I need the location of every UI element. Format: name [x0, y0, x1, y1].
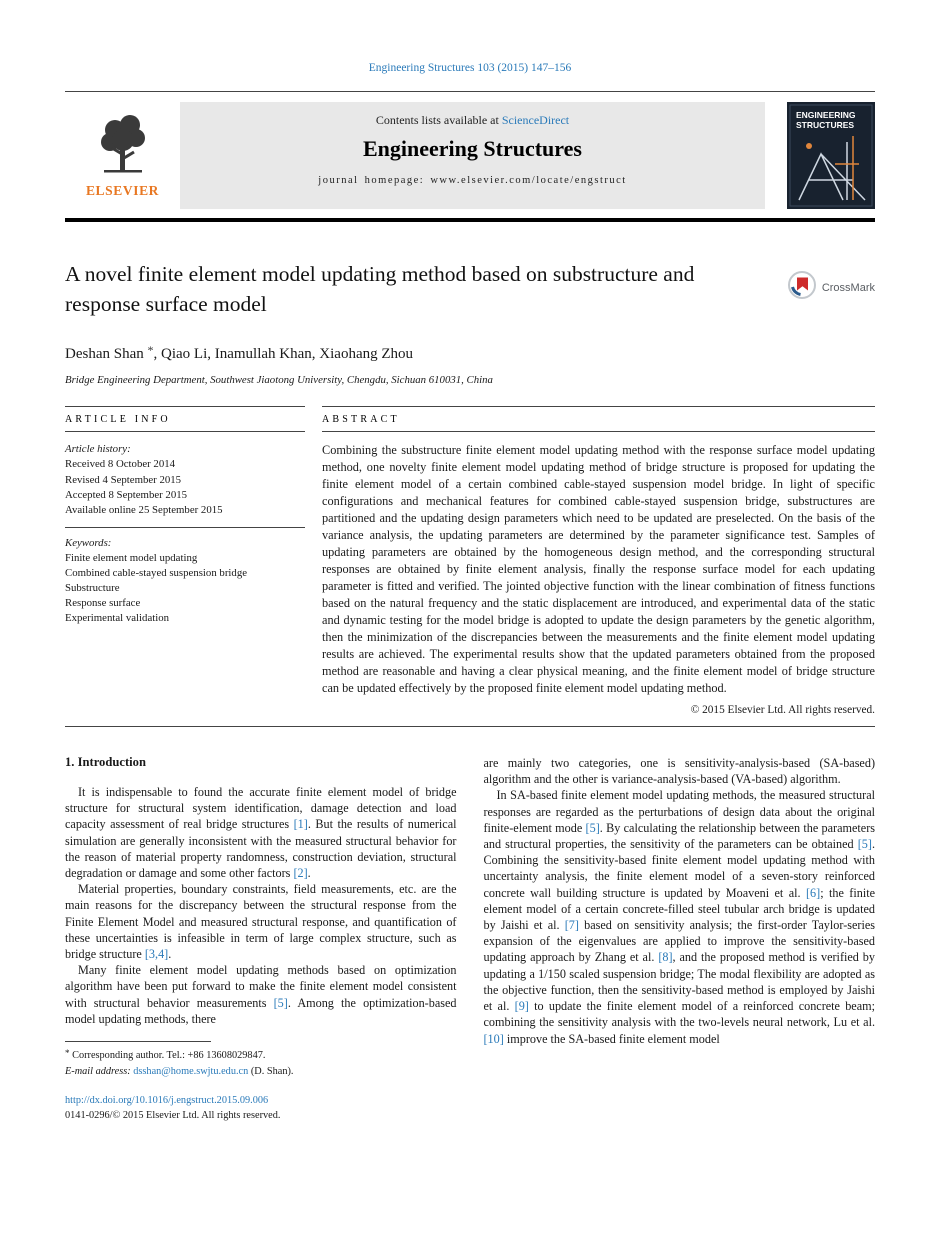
- journal-title: Engineering Structures: [363, 136, 582, 161]
- email-note: [65, 1064, 457, 1079]
- corresponding-author-note: [65, 1047, 457, 1063]
- doi-link[interactable]: http://dx.doi.org/10.1016/j.engstruct.2015.09.006: [65, 1095, 269, 1106]
- keyword-item: Response surface: [65, 597, 141, 610]
- email-suffix: (D. Shan).: [248, 1065, 294, 1077]
- body-right-column: [484, 755, 876, 1079]
- article-info-heading-rule: [65, 431, 305, 432]
- top-divider: [65, 91, 875, 92]
- history-item: Revised 4 September 2015: [65, 473, 182, 486]
- elsevier-logo[interactable]: [65, 102, 180, 209]
- cover-title-line2: STRUCTURES: [796, 120, 855, 130]
- history-item: Available online 25 September 2015: [65, 503, 223, 516]
- section-divider-rule: [65, 726, 875, 727]
- keyword-item: Finite element model updating: [65, 551, 198, 564]
- issn-copyright-line: 0141-0296/© 2015 Elsevier Ltd. All rights reserved.: [65, 1110, 281, 1122]
- keyword-item: Substructure: [65, 582, 120, 595]
- article-title: A novel finite element model updating method based on substructure and response surface model: [65, 262, 695, 316]
- affiliation: Bridge Engineering Department, Southwest Jiaotong University, Chengdu, Sichuan 610031, China: [65, 374, 493, 387]
- copyright-note: © 2015 Elsevier Ltd. All rights reserved.: [690, 703, 875, 716]
- crossmark-label: CrossMark: [821, 281, 875, 294]
- abstract-heading: ABSTRACT: [322, 414, 400, 426]
- sciencedirect-link[interactable]: ScienceDirect: [501, 113, 570, 127]
- abstract-column: [322, 406, 875, 716]
- intro-paragraph: Many finite element model updating methods based on optimization algorithm have been put forward to make the finite element model consistent with structural behavior measurements [5]. Among the optimization-based model updating methods, there: [65, 963, 457, 1026]
- article-info-column: [65, 406, 305, 716]
- keyword-item: Combined cable-stayed suspension bridge: [65, 567, 248, 580]
- keywords-label: Keywords:: [65, 536, 112, 549]
- journal-reference-link[interactable]: Engineering Structures 103 (2015) 147–156: [368, 62, 572, 74]
- history-item: Received 8 October 2014: [65, 458, 176, 471]
- crossmark-icon: [787, 270, 817, 305]
- introduction-heading: 1. Introduction: [65, 754, 146, 769]
- footnote-block: [65, 1041, 457, 1079]
- author-names-rest: , Qiao Li, Inamullah Khan, Xiaohang Zhou: [153, 346, 414, 363]
- contents-lists-text: Contents lists available at: [375, 113, 502, 127]
- email-label: E-mail address:: [65, 1065, 131, 1077]
- header-thick-rule: [65, 218, 875, 222]
- footnote-marker: *: [65, 1048, 70, 1059]
- journal-reference-line: [65, 62, 875, 74]
- elsevier-wordmark: ELSEVIER: [85, 183, 160, 198]
- intro-paragraph: It is indispensable to found the accurate finite element model of bridge structure for structural system identification, damage detection and load capacity assessment of real bridge structures [1]. But the results of numerical simulation are generally inconsistent with the measured structural behavior for the reason of material property randomness, construction deviation, structural degradation or damage and some other factors [2].: [65, 784, 457, 880]
- info-abstract-section: [65, 406, 875, 716]
- journal-cover-thumbnail[interactable]: [787, 102, 875, 209]
- article-footer: [65, 1093, 875, 1124]
- intro-paragraph: In SA-based finite element model updating methods, the measured structural responses are regarded as the perturbations of design data about the original finite-element mode [5]. By calculating the relationship between the parameters and structural properties, the sensitivity of the parameters can be obtained [5]. Combining the sensitivity-based finite element model updating method with uncertainty analysis, the finite element model of a seven-story reinforced concrete wall building structure is updated by Moaveni et al. [6]; the finite element model of a certain concrete-filled steel tubular arch bridge is updated by Jaishi et al. [7] based on sensitivity analysis; the first-order Taylor-series expansion of the eigenvalues are applied to improve the sensitivity-based updating approach by Zhang et al. [8], and the proposed method is verified by updating a 1/150 scaled suspension bridge; The modal flexibility are adopted as the objective function, then the sensitivity-based method is employed by Jaishi et al. [9] to update the finite element model of a reinforced concrete beam; combining the sensitivity analysis with the two-levels neural network, Lu et al. [10] improve the SA-based finite element model: [483, 788, 876, 1046]
- abstract-text: Combining the substructure finite element model updating method with the response surface model updating method, one novelty finite element model updating method of bridge structure is proposed for updating the finite element model of a certain combined cable-stayed suspension model bridge. In light of specific configurations and mechanical features for combined cable-stayed suspension bridge, substructures are partitioned and the updating design parameters which need to be updated are preselected. On the basis of the variance analysis, the updating parameters are determined by the parameter significance test. Samples of updating parameters are obtained by the homogeneous design method, and the corresponding structural responses are obtained by finite element analysis, finally the response surface model for each updating parameter is fitted and verified. The jointed objective function with the linear combination of fitness functions based on the natural frequency and the static displacement are introduced, and experimental data of the static and dynamic testing for the model bridge is adopted to update the design parameters by the genetic algorithm, then the minimization of the discrepancies between the measurements and the finite element model updating results are achieved. The experimental results show that the updated parameters obtained from the proposed method are reasonable and having a clear physical meaning, and the finite element model of bridge structure can be updated effectively by the proposed finite element model updating method.: [322, 443, 875, 695]
- keyword-item: Experimental validation: [65, 612, 170, 625]
- article-info-divider: [65, 527, 305, 528]
- intro-paragraph: Material properties, boundary constraints, field measurements, etc. are the main reasons for the discrepancy between the structural response from the Finite Element Model and measured structural response, and quantification of these uncertainties is infeasible in term of large complex structure, such as bridge structure [3,4].: [65, 882, 457, 962]
- header-center-panel: [180, 102, 765, 209]
- contents-lists-line: [180, 113, 765, 128]
- authors-line: [65, 343, 875, 363]
- body-left-column: [65, 755, 457, 1079]
- cover-title-line1: ENGINEERING: [796, 110, 856, 120]
- abstract-heading-rule: [322, 431, 875, 432]
- elsevier-tree-icon: [92, 112, 154, 181]
- journal-homepage-link[interactable]: journal homepage: www.elsevier.com/locate/engstruct: [318, 175, 627, 186]
- article-body: [65, 755, 875, 1079]
- article-info-heading: ARTICLE INFO: [65, 414, 171, 426]
- title-row: [65, 260, 875, 319]
- intro-paragraph: are mainly two categories, one is sensitivity-analysis-based (SA-based) algorithm and the other is variance-analysis-based (VA-based) algorithm.: [483, 755, 875, 787]
- crossmark-badge[interactable]: [787, 270, 875, 305]
- article-history-label: Article history:: [65, 443, 131, 456]
- article-history-block: [65, 442, 305, 626]
- author-name: Deshan Shan: [65, 346, 144, 363]
- journal-header-band: [65, 102, 875, 209]
- corresponding-author-marker[interactable]: *: [147, 343, 154, 358]
- history-item: Accepted 8 September 2015: [65, 488, 188, 501]
- footnote-rule: [65, 1041, 211, 1042]
- footnote-text: Corresponding author. Tel.: +86 13608029847.: [69, 1050, 266, 1062]
- email-link[interactable]: dsshan@home.swjtu.edu.cn: [133, 1065, 249, 1077]
